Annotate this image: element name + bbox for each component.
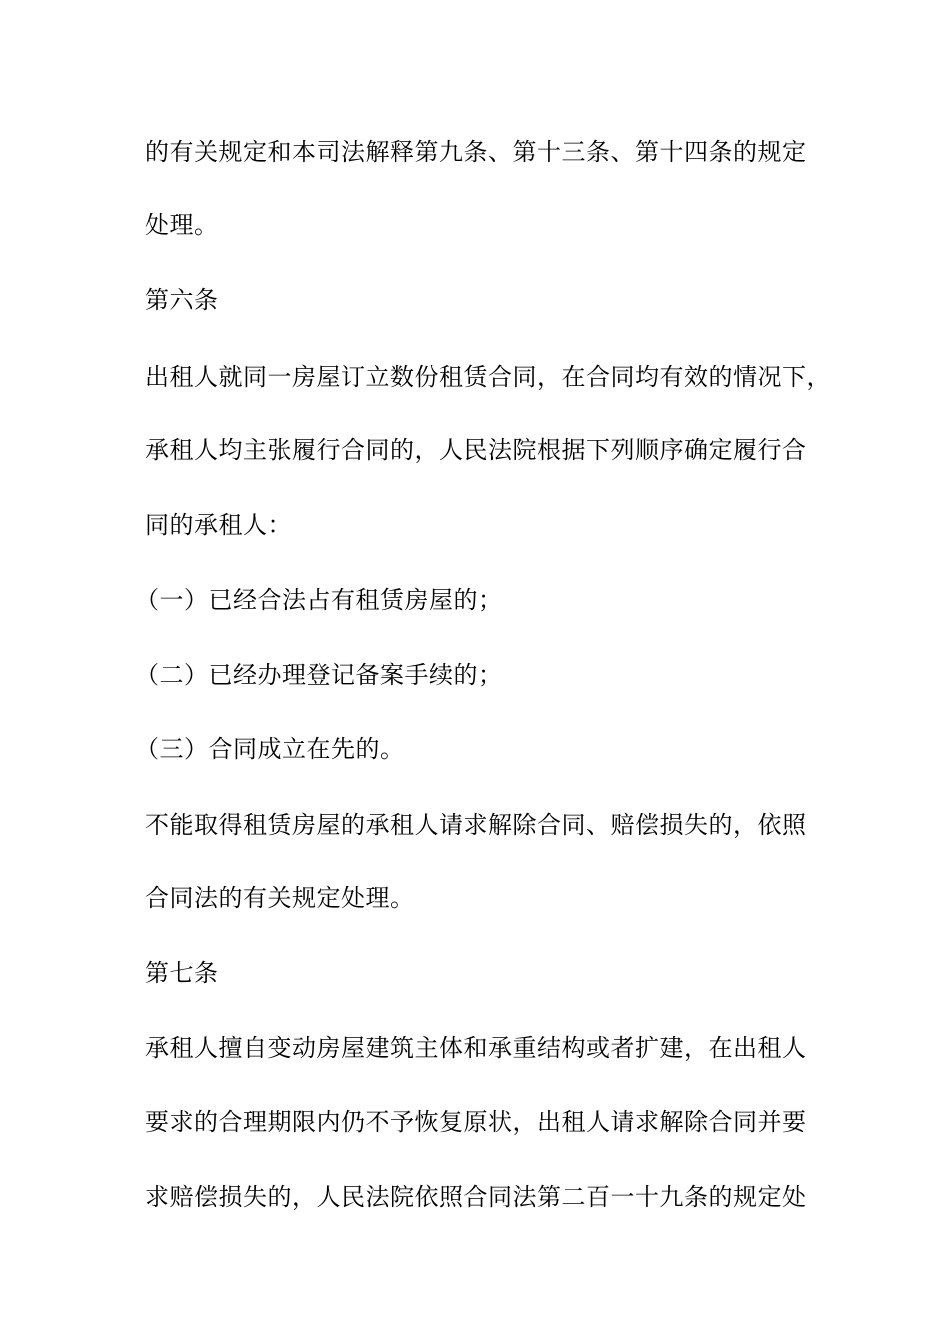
paragraph-line: 同的承租人：: [145, 511, 292, 539]
list-item: （一）已经合法占有租赁房屋的；: [135, 586, 503, 614]
article-heading: 第七条: [145, 959, 219, 987]
paragraph-line: 处理。: [145, 211, 219, 239]
article-heading: 第六条: [145, 286, 219, 314]
paragraph-line: 不能取得租赁房屋的承租人请求解除合同、赔偿损失的，依照: [145, 811, 807, 839]
list-item: （二）已经办理登记备案手续的；: [135, 661, 503, 689]
paragraph-line: 出租人就同一房屋订立数份租赁合同，在合同均有效的情况下，: [145, 363, 831, 391]
paragraph-line: 求赔偿损失的，人民法院依照合同法第二百一十九条的规定处: [145, 1183, 807, 1211]
paragraph-line: 承租人均主张履行合同的，人民法院根据下列顺序确定履行合: [145, 436, 807, 464]
paragraph-line: 的有关规定和本司法解释第九条、第十三条、第十四条的规定: [145, 138, 807, 166]
list-item: （三）合同成立在先的。: [135, 735, 405, 763]
paragraph-line: 合同法的有关规定处理。: [145, 884, 415, 912]
paragraph-line: 承租人擅自变动房屋建筑主体和承重结构或者扩建，在出租人: [145, 1034, 807, 1062]
paragraph-line: 要求的合理期限内仍不予恢复原状，出租人请求解除合同并要: [145, 1108, 807, 1136]
